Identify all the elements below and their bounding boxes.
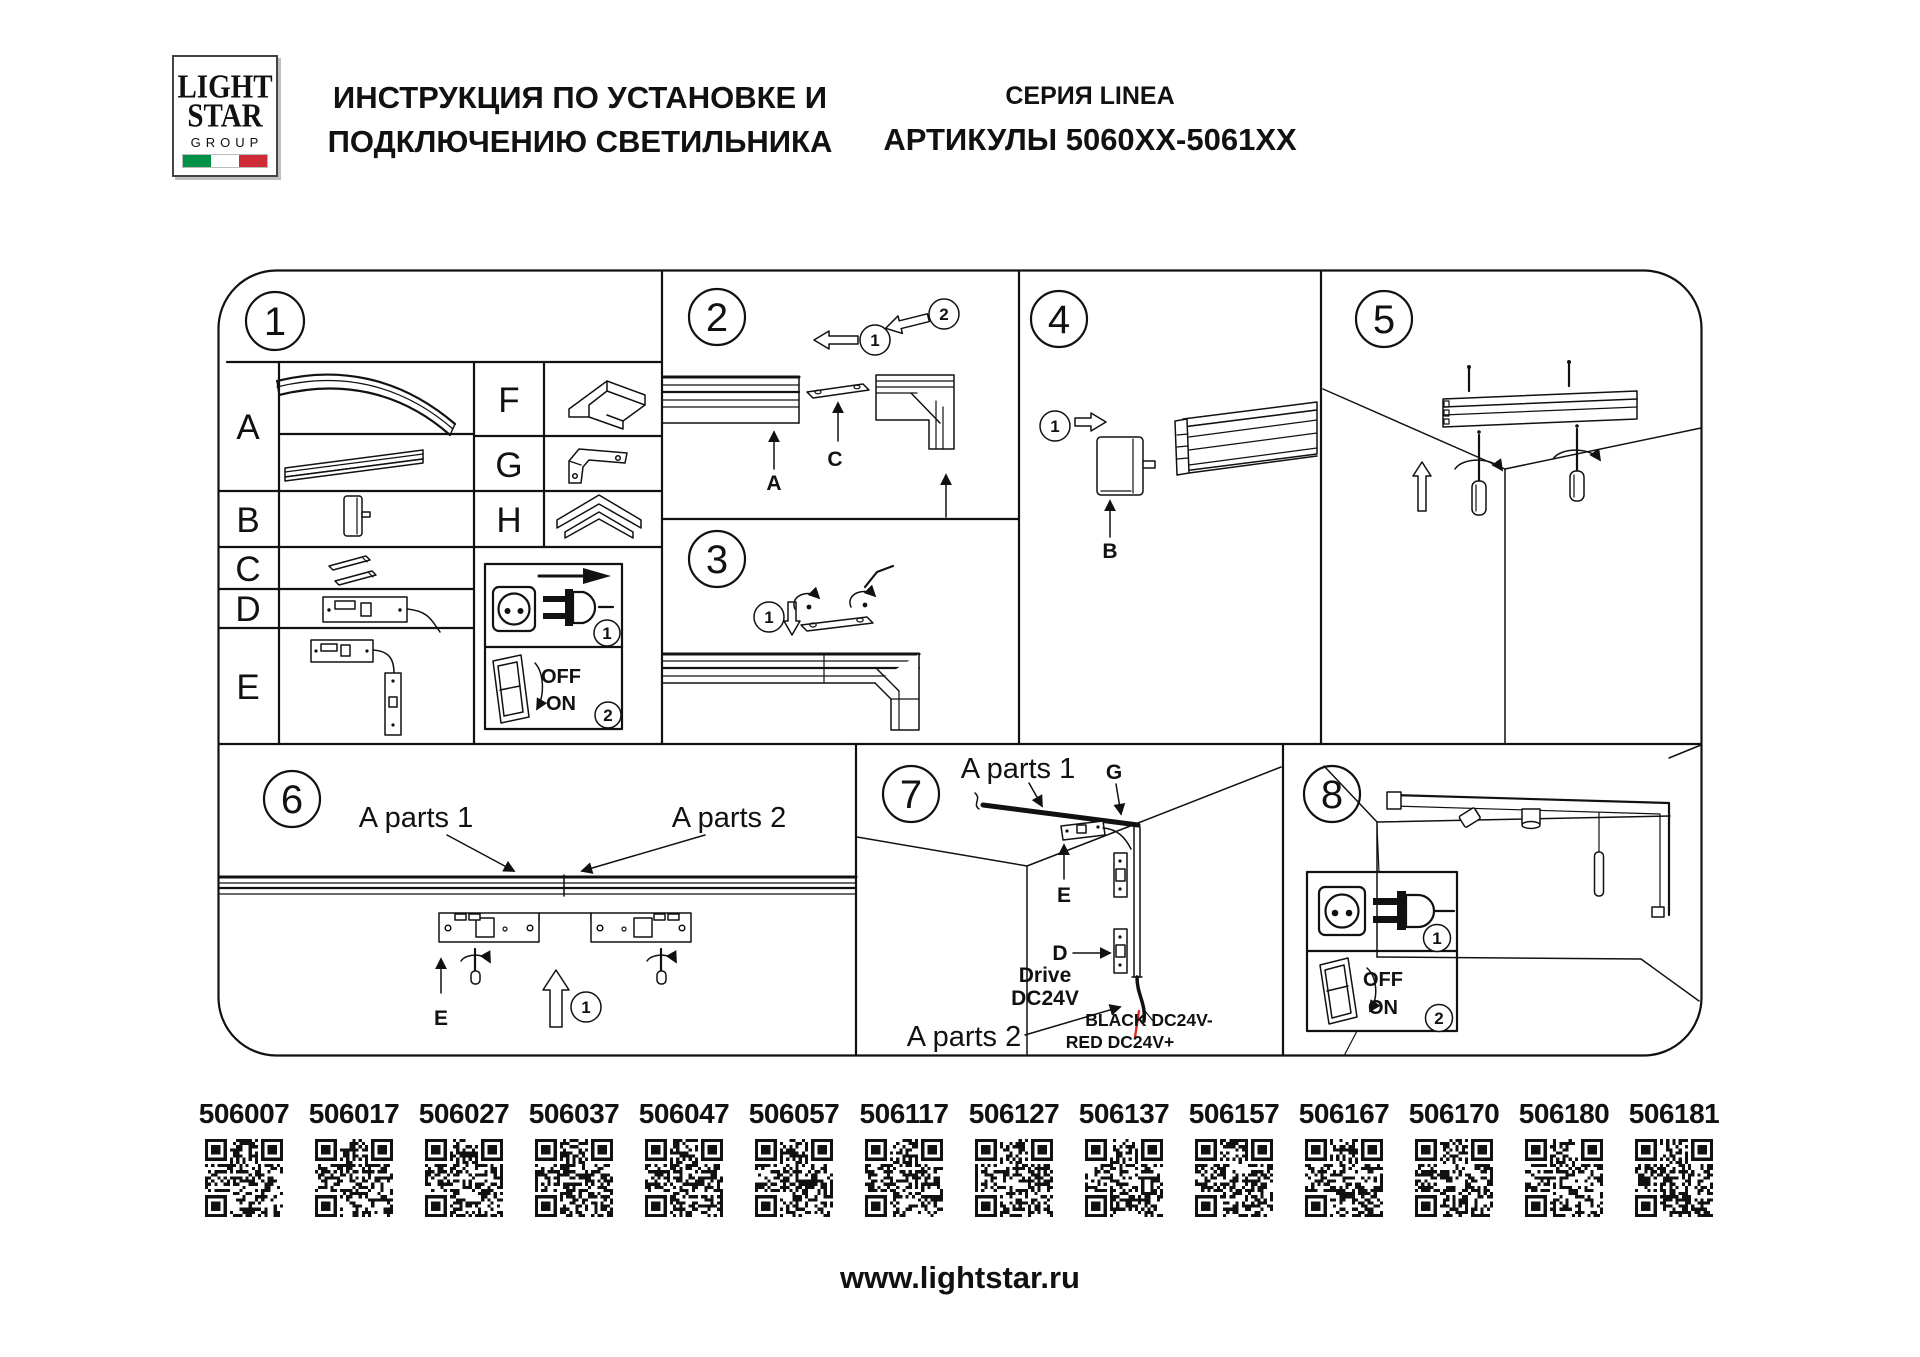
qr-code [315, 1139, 393, 1217]
qr-code [975, 1139, 1053, 1217]
qr-code [1195, 1139, 1273, 1217]
svg-text:2: 2 [705, 296, 729, 340]
qr-code [1635, 1139, 1713, 1217]
power-connection-box [485, 564, 622, 729]
article-number: 506117 [859, 1098, 949, 1129]
article-number: 506007 [198, 1098, 290, 1129]
step-2-badge [689, 289, 745, 345]
qr-code [205, 1139, 283, 1217]
panel-3-fix-plate [663, 531, 919, 730]
diagram-canvas [217, 269, 1703, 1057]
step-1-badge [246, 292, 304, 350]
slide-arrow-2-icon [883, 309, 930, 337]
step-5-badge [1356, 291, 1412, 347]
article-number: 506181 [1628, 1098, 1720, 1129]
qr-item [1509, 1098, 1619, 1217]
panel-8-power-on [1304, 745, 1701, 1054]
qr-item [299, 1098, 409, 1217]
drive-bracket-drawing [1114, 929, 1127, 973]
qr-code [645, 1139, 723, 1217]
plug-step-badge [1424, 925, 1451, 952]
socket-icon [493, 587, 535, 631]
connector-plate-drawing [801, 617, 873, 631]
pendant-light-icon [1595, 813, 1604, 896]
screws-above [1467, 360, 1571, 391]
article-number: 506047 [638, 1098, 730, 1129]
svg-text:5: 5 [1372, 298, 1396, 342]
article-number: 506127 [968, 1098, 1060, 1129]
svg-text:1: 1 [602, 624, 612, 643]
switch-off-label: OFF [1363, 969, 1403, 991]
joined-track-drawing [663, 654, 919, 730]
qr-item [409, 1098, 519, 1217]
substep-1-badge [1040, 411, 1070, 441]
panel-5-ceiling-mount [1323, 291, 1701, 743]
part-letter-d: D [235, 590, 261, 629]
screwdriver-1-icon [1455, 430, 1502, 515]
power-switch-icon [493, 655, 542, 723]
svg-text:1: 1 [1432, 929, 1442, 948]
room-corner-lines [1323, 389, 1701, 743]
vertical-track-drawing [1132, 826, 1142, 977]
track-break-squiggle [975, 793, 979, 809]
connector-plates-drawing [329, 556, 376, 585]
push-up-arrow-icon [543, 970, 569, 1027]
svg-text:2: 2 [939, 305, 949, 324]
part-letter-f: F [498, 381, 520, 420]
qr-code [865, 1139, 943, 1217]
screwdriver-2-icon [1553, 424, 1600, 501]
joint-plates-drawing [439, 913, 691, 942]
article-number: 506057 [748, 1098, 840, 1129]
switch-step-badge [595, 702, 621, 728]
qr-item [1069, 1098, 1179, 1217]
straight-track-drawing [285, 450, 423, 481]
article-number: 506137 [1078, 1098, 1170, 1129]
corner-g-label: G [1105, 761, 1123, 784]
a-parts-1-label: A parts 1 [960, 753, 1076, 785]
qr-item [189, 1098, 299, 1217]
cylinder-light-icon [1522, 809, 1540, 829]
mounted-track-drawing [1443, 391, 1637, 427]
qr-item [1399, 1098, 1509, 1217]
driver-drawing [323, 597, 440, 632]
track-profile-drawing [1175, 402, 1317, 475]
wall-bracket-drawing [1114, 853, 1127, 897]
qr-item [629, 1098, 739, 1217]
qr-item [739, 1098, 849, 1217]
qr-code [535, 1139, 613, 1217]
article-number: 506170 [1408, 1098, 1500, 1129]
curved-track-drawing [277, 375, 455, 435]
screw-rotation-icons [794, 592, 875, 610]
substep-1-badge [860, 325, 890, 355]
svg-text:2: 2 [1434, 1009, 1444, 1028]
red-wire-label: RED DC24V+ [1065, 1032, 1175, 1052]
plate-c-label: C [827, 448, 843, 471]
articles-label: АРТИКУЛЫ 5060XX-5061XX [883, 122, 1297, 157]
lift-arrow-icon [1413, 462, 1431, 511]
g-pointer-arrow [1116, 784, 1121, 814]
corner-driver-drawing [311, 640, 401, 735]
connector-plate-c-drawing [807, 384, 869, 398]
slide-arrow-1-icon [814, 331, 858, 349]
mini-screwdriver-1-icon [461, 949, 490, 984]
mini-screwdriver-2-icon [647, 949, 676, 984]
italy-flag-icon [182, 154, 268, 168]
panel-6-straight-join [220, 771, 856, 1030]
switch-on-label: ON [1368, 997, 1398, 1019]
callout-leader-bottom [1345, 1031, 1357, 1054]
corner-connector-f-drawing [569, 381, 645, 429]
switch-off-label: OFF [541, 666, 581, 688]
qr-code [1305, 1139, 1383, 1217]
qr-item [1619, 1098, 1729, 1217]
driver-e-label: E [1056, 884, 1072, 907]
parts2-pointer-arrow [582, 835, 705, 871]
corner-piece-drawing [876, 375, 954, 449]
drive-d-label: D [1052, 942, 1068, 965]
title-line-2: ПОДКЛЮЧЕНИЮ СВЕТИЛЬНИКА [327, 124, 833, 159]
lightstar-logo [172, 55, 278, 177]
end-cap-drawing [344, 496, 370, 536]
qr-item [1179, 1098, 1289, 1217]
a-parts-1-label: A parts 1 [358, 802, 474, 834]
logo-text-star: STAR [187, 97, 263, 135]
long-track-drawing [220, 875, 856, 896]
step-7-badge [883, 766, 939, 822]
a-parts-2-label: A parts 2 [906, 1021, 1022, 1053]
substep-1-badge [754, 602, 784, 632]
switch-on-label: ON [546, 693, 576, 715]
panel-1-parts-list [219, 292, 662, 744]
document-title [320, 76, 840, 164]
svg-text:3: 3 [705, 538, 729, 582]
substep-2-badge [929, 299, 959, 329]
substep-1-badge [571, 992, 601, 1022]
a-parts-2-label: A parts 2 [671, 802, 787, 834]
plug-icon [1373, 891, 1454, 930]
track-a-label: A [766, 472, 782, 495]
logo-text-light: LIGHT [177, 68, 273, 106]
article-number: 506027 [418, 1098, 510, 1129]
plug-step-badge [594, 620, 620, 646]
drive-voltage-label: DC24V [1011, 987, 1079, 1010]
part-letter-e: E [236, 668, 260, 707]
end-cap-b-drawing [1097, 437, 1155, 495]
qr-item [1289, 1098, 1399, 1217]
insert-arrow-icon [1075, 413, 1106, 431]
parts1-pointer-arrow [1029, 783, 1042, 806]
svg-text:1: 1 [263, 300, 287, 344]
svg-text:8: 8 [1320, 773, 1344, 817]
track-a-drawing [663, 377, 799, 423]
qr-code [755, 1139, 833, 1217]
logo-text-group: GROUP [190, 135, 264, 150]
svg-text:1: 1 [870, 331, 880, 350]
article-number: 506157 [1188, 1098, 1280, 1129]
switch-step-badge [1426, 1005, 1453, 1032]
parts1-pointer-arrow [447, 835, 514, 871]
black-wire-label: BLACK DC24V- [1085, 1010, 1213, 1030]
svg-text:1: 1 [764, 608, 774, 627]
svg-text:1: 1 [1050, 417, 1060, 436]
ceiling-track-line [983, 805, 1138, 825]
part-letter-a: A [236, 408, 260, 447]
qr-code [1525, 1139, 1603, 1217]
qr-item [519, 1098, 629, 1217]
drive-word-label: Drive [1018, 964, 1072, 987]
corner-angle-h-drawing [557, 495, 641, 538]
qr-code [425, 1139, 503, 1217]
step-6-badge [264, 771, 320, 827]
article-number: 506037 [528, 1098, 620, 1129]
part-letter-b: B [236, 501, 260, 540]
qr-item [959, 1098, 1069, 1217]
part-letter-h: H [496, 501, 522, 540]
power-connection-box [1307, 872, 1457, 1032]
article-number: 506167 [1298, 1098, 1390, 1129]
plate-e-label: E [433, 1007, 449, 1030]
socket-icon [1319, 887, 1365, 935]
panel-7-corner-wiring [857, 753, 1281, 1054]
svg-text:1: 1 [581, 998, 591, 1017]
cap-b-label: B [1102, 540, 1118, 563]
article-number: 506180 [1518, 1098, 1610, 1129]
svg-text:4: 4 [1047, 298, 1071, 342]
title-line-1: ИНСТРУКЦИЯ ПО УСТАНОВКЕ И [332, 80, 828, 115]
panel-2-join-tracks [663, 289, 959, 517]
step-3-badge [689, 531, 745, 587]
corner-bracket-g-drawing [569, 449, 627, 483]
qr-code [1415, 1139, 1493, 1217]
qr-code [1085, 1139, 1163, 1217]
step-4-badge [1031, 291, 1087, 347]
panel-4-end-cap [1031, 291, 1317, 563]
allen-key-icon [865, 566, 893, 587]
press-down-arrow-icon [784, 602, 800, 635]
svg-text:2: 2 [603, 706, 613, 725]
spotlight-icon [1459, 807, 1481, 828]
plug-in-arrow-icon [539, 568, 611, 584]
svg-text:6: 6 [280, 778, 304, 822]
article-number: 506017 [308, 1098, 400, 1129]
website-url: www.lightstar.ru [840, 1260, 1080, 1295]
part-letter-g: G [495, 446, 523, 485]
svg-text:7: 7 [899, 773, 923, 817]
series-label: СЕРИЯ LINEA [1005, 82, 1175, 110]
qr-item [849, 1098, 959, 1217]
part-letter-c: C [235, 550, 261, 589]
